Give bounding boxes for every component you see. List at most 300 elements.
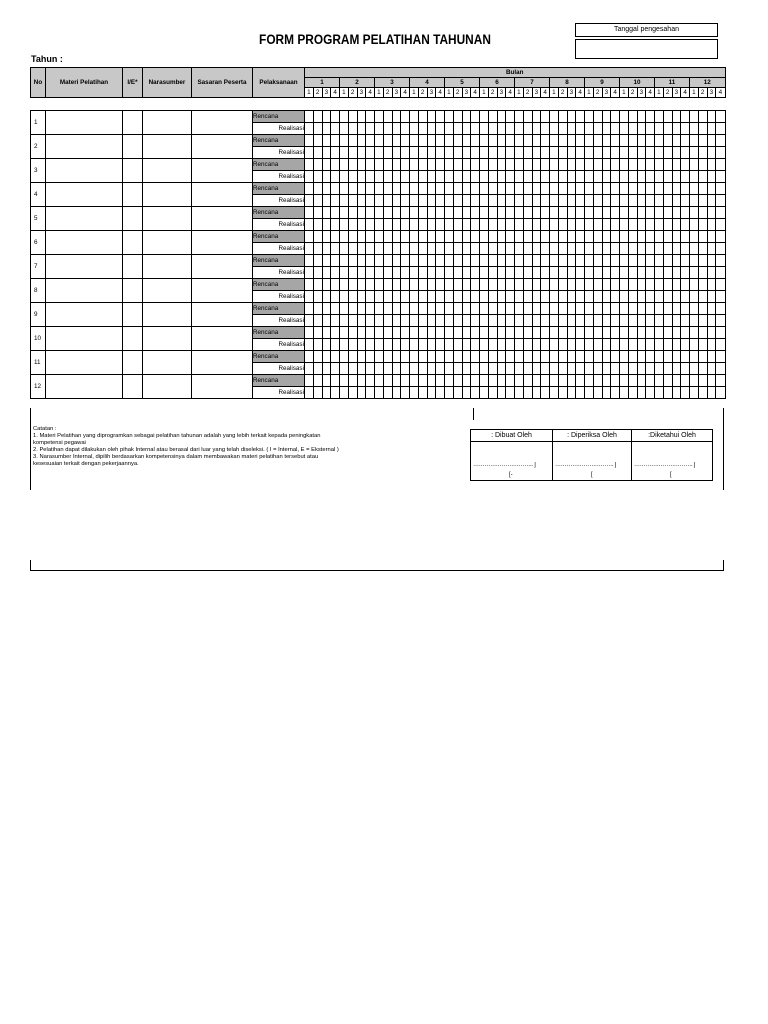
- plan-week-cell[interactable]: [357, 279, 366, 291]
- actual-week-cell[interactable]: [646, 147, 655, 159]
- plan-week-cell[interactable]: [585, 327, 594, 339]
- plan-week-cell[interactable]: [585, 231, 594, 243]
- actual-week-cell[interactable]: [602, 219, 611, 231]
- plan-week-cell[interactable]: [506, 327, 515, 339]
- plan-week-cell[interactable]: [663, 135, 672, 147]
- actual-week-cell[interactable]: [550, 315, 559, 327]
- plan-week-cell[interactable]: [445, 327, 454, 339]
- plan-week-cell[interactable]: [690, 375, 699, 387]
- actual-week-cell[interactable]: [576, 147, 585, 159]
- actual-week-cell[interactable]: [663, 339, 672, 351]
- actual-week-cell[interactable]: [558, 267, 567, 279]
- actual-week-cell[interactable]: [663, 171, 672, 183]
- plan-week-cell[interactable]: [401, 159, 410, 171]
- plan-week-cell[interactable]: [716, 375, 725, 387]
- plan-week-cell[interactable]: [541, 183, 550, 195]
- plan-week-cell[interactable]: [523, 327, 532, 339]
- actual-week-cell[interactable]: [488, 243, 497, 255]
- actual-week-cell[interactable]: [585, 267, 594, 279]
- plan-week-cell[interactable]: [366, 159, 375, 171]
- actual-week-cell[interactable]: [410, 315, 419, 327]
- actual-week-cell[interactable]: [445, 339, 454, 351]
- plan-week-cell[interactable]: [313, 159, 322, 171]
- plan-week-cell[interactable]: [506, 255, 515, 267]
- plan-week-cell[interactable]: [515, 159, 524, 171]
- actual-week-cell[interactable]: [445, 243, 454, 255]
- actual-week-cell[interactable]: [401, 339, 410, 351]
- plan-week-cell[interactable]: [348, 207, 357, 219]
- actual-week-cell[interactable]: [322, 363, 331, 375]
- actual-week-cell[interactable]: [348, 339, 357, 351]
- actual-week-cell[interactable]: [672, 315, 681, 327]
- plan-week-cell[interactable]: [418, 207, 427, 219]
- actual-week-cell[interactable]: [541, 243, 550, 255]
- plan-week-cell[interactable]: [672, 207, 681, 219]
- plan-week-cell[interactable]: [480, 351, 489, 363]
- actual-week-cell[interactable]: [681, 315, 690, 327]
- actual-week-cell[interactable]: [497, 363, 506, 375]
- plan-week-cell[interactable]: [392, 183, 401, 195]
- plan-week-cell[interactable]: [488, 159, 497, 171]
- plan-week-cell[interactable]: [690, 159, 699, 171]
- actual-week-cell[interactable]: [602, 315, 611, 327]
- plan-week-cell[interactable]: [383, 135, 392, 147]
- plan-week-cell[interactable]: [698, 183, 707, 195]
- actual-week-cell[interactable]: [672, 243, 681, 255]
- plan-week-cell[interactable]: [681, 111, 690, 123]
- actual-week-cell[interactable]: [672, 291, 681, 303]
- made-by-signature[interactable]: [471, 442, 553, 481]
- plan-week-cell[interactable]: [672, 183, 681, 195]
- actual-week-cell[interactable]: [602, 123, 611, 135]
- actual-week-cell[interactable]: [340, 315, 349, 327]
- plan-week-cell[interactable]: [602, 375, 611, 387]
- actual-week-cell[interactable]: [550, 123, 559, 135]
- actual-week-cell[interactable]: [558, 171, 567, 183]
- plan-week-cell[interactable]: [707, 111, 716, 123]
- actual-week-cell[interactable]: [427, 387, 436, 399]
- plan-week-cell[interactable]: [515, 375, 524, 387]
- plan-week-cell[interactable]: [593, 111, 602, 123]
- plan-week-cell[interactable]: [655, 183, 664, 195]
- plan-week-cell[interactable]: [322, 135, 331, 147]
- actual-week-cell[interactable]: [322, 291, 331, 303]
- plan-week-cell[interactable]: [515, 207, 524, 219]
- actual-week-cell[interactable]: [681, 363, 690, 375]
- actual-week-cell[interactable]: [541, 123, 550, 135]
- actual-week-cell[interactable]: [576, 243, 585, 255]
- plan-week-cell[interactable]: [576, 111, 585, 123]
- actual-week-cell[interactable]: [436, 363, 445, 375]
- plan-week-cell[interactable]: [506, 207, 515, 219]
- plan-week-cell[interactable]: [497, 183, 506, 195]
- actual-week-cell[interactable]: [602, 387, 611, 399]
- actual-week-cell[interactable]: [453, 171, 462, 183]
- plan-week-cell[interactable]: [663, 303, 672, 315]
- plan-week-cell[interactable]: [698, 351, 707, 363]
- actual-week-cell[interactable]: [348, 363, 357, 375]
- plan-week-cell[interactable]: [698, 231, 707, 243]
- plan-week-cell[interactable]: [348, 183, 357, 195]
- actual-week-cell[interactable]: [628, 363, 637, 375]
- plan-week-cell[interactable]: [375, 231, 384, 243]
- plan-week-cell[interactable]: [567, 207, 576, 219]
- actual-week-cell[interactable]: [611, 171, 620, 183]
- actual-week-cell[interactable]: [602, 363, 611, 375]
- actual-week-cell[interactable]: [628, 147, 637, 159]
- plan-week-cell[interactable]: [672, 303, 681, 315]
- plan-week-cell[interactable]: [593, 231, 602, 243]
- actual-week-cell[interactable]: [558, 291, 567, 303]
- actual-week-cell[interactable]: [305, 195, 314, 207]
- plan-week-cell[interactable]: [646, 255, 655, 267]
- actual-week-cell[interactable]: [357, 267, 366, 279]
- plan-week-cell[interactable]: [331, 111, 340, 123]
- plan-week-cell[interactable]: [331, 327, 340, 339]
- actual-week-cell[interactable]: [366, 219, 375, 231]
- plan-week-cell[interactable]: [558, 159, 567, 171]
- plan-week-cell[interactable]: [690, 279, 699, 291]
- plan-week-cell[interactable]: [690, 327, 699, 339]
- plan-week-cell[interactable]: [611, 207, 620, 219]
- actual-week-cell[interactable]: [576, 315, 585, 327]
- plan-week-cell[interactable]: [611, 303, 620, 315]
- actual-week-cell[interactable]: [655, 339, 664, 351]
- narasumber-cell[interactable]: [143, 231, 192, 255]
- actual-week-cell[interactable]: [576, 387, 585, 399]
- actual-week-cell[interactable]: [646, 291, 655, 303]
- actual-week-cell[interactable]: [593, 219, 602, 231]
- actual-week-cell[interactable]: [576, 291, 585, 303]
- actual-week-cell[interactable]: [707, 387, 716, 399]
- plan-week-cell[interactable]: [620, 183, 629, 195]
- actual-week-cell[interactable]: [655, 123, 664, 135]
- plan-week-cell[interactable]: [707, 135, 716, 147]
- plan-week-cell[interactable]: [348, 351, 357, 363]
- plan-week-cell[interactable]: [602, 327, 611, 339]
- plan-week-cell[interactable]: [436, 327, 445, 339]
- plan-week-cell[interactable]: [515, 279, 524, 291]
- actual-week-cell[interactable]: [593, 195, 602, 207]
- actual-week-cell[interactable]: [655, 195, 664, 207]
- plan-week-cell[interactable]: [628, 255, 637, 267]
- plan-week-cell[interactable]: [655, 279, 664, 291]
- actual-week-cell[interactable]: [331, 387, 340, 399]
- approval-date-field[interactable]: [575, 39, 718, 59]
- actual-week-cell[interactable]: [655, 219, 664, 231]
- plan-week-cell[interactable]: [558, 279, 567, 291]
- actual-week-cell[interactable]: [375, 243, 384, 255]
- actual-week-cell[interactable]: [716, 219, 725, 231]
- actual-week-cell[interactable]: [637, 387, 646, 399]
- plan-week-cell[interactable]: [532, 183, 541, 195]
- actual-week-cell[interactable]: [532, 267, 541, 279]
- plan-week-cell[interactable]: [453, 375, 462, 387]
- actual-week-cell[interactable]: [690, 315, 699, 327]
- actual-week-cell[interactable]: [611, 195, 620, 207]
- actual-week-cell[interactable]: [593, 291, 602, 303]
- plan-week-cell[interactable]: [427, 303, 436, 315]
- actual-week-cell[interactable]: [593, 339, 602, 351]
- actual-week-cell[interactable]: [427, 315, 436, 327]
- actual-week-cell[interactable]: [690, 171, 699, 183]
- ie-cell[interactable]: [123, 255, 143, 279]
- actual-week-cell[interactable]: [646, 123, 655, 135]
- plan-week-cell[interactable]: [532, 159, 541, 171]
- actual-week-cell[interactable]: [707, 267, 716, 279]
- actual-week-cell[interactable]: [716, 243, 725, 255]
- checked-by-signature[interactable]: [553, 442, 632, 481]
- actual-week-cell[interactable]: [375, 267, 384, 279]
- actual-week-cell[interactable]: [567, 243, 576, 255]
- plan-week-cell[interactable]: [620, 159, 629, 171]
- plan-week-cell[interactable]: [655, 111, 664, 123]
- actual-week-cell[interactable]: [313, 339, 322, 351]
- plan-week-cell[interactable]: [401, 231, 410, 243]
- plan-week-cell[interactable]: [322, 351, 331, 363]
- actual-week-cell[interactable]: [698, 339, 707, 351]
- actual-week-cell[interactable]: [322, 171, 331, 183]
- actual-week-cell[interactable]: [375, 291, 384, 303]
- plan-week-cell[interactable]: [541, 327, 550, 339]
- plan-week-cell[interactable]: [453, 159, 462, 171]
- plan-week-cell[interactable]: [523, 111, 532, 123]
- actual-week-cell[interactable]: [427, 147, 436, 159]
- actual-week-cell[interactable]: [515, 291, 524, 303]
- plan-week-cell[interactable]: [436, 303, 445, 315]
- actual-week-cell[interactable]: [348, 171, 357, 183]
- plan-week-cell[interactable]: [322, 159, 331, 171]
- plan-week-cell[interactable]: [436, 231, 445, 243]
- actual-week-cell[interactable]: [348, 315, 357, 327]
- plan-week-cell[interactable]: [532, 135, 541, 147]
- actual-week-cell[interactable]: [427, 291, 436, 303]
- plan-week-cell[interactable]: [593, 375, 602, 387]
- actual-week-cell[interactable]: [418, 171, 427, 183]
- actual-week-cell[interactable]: [366, 363, 375, 375]
- actual-week-cell[interactable]: [698, 147, 707, 159]
- plan-week-cell[interactable]: [322, 279, 331, 291]
- plan-week-cell[interactable]: [471, 183, 480, 195]
- actual-week-cell[interactable]: [383, 363, 392, 375]
- plan-week-cell[interactable]: [305, 231, 314, 243]
- actual-week-cell[interactable]: [602, 339, 611, 351]
- actual-week-cell[interactable]: [523, 387, 532, 399]
- plan-week-cell[interactable]: [480, 207, 489, 219]
- actual-week-cell[interactable]: [348, 219, 357, 231]
- plan-week-cell[interactable]: [340, 375, 349, 387]
- actual-week-cell[interactable]: [707, 195, 716, 207]
- actual-week-cell[interactable]: [672, 267, 681, 279]
- actual-week-cell[interactable]: [655, 267, 664, 279]
- plan-week-cell[interactable]: [637, 207, 646, 219]
- plan-week-cell[interactable]: [340, 111, 349, 123]
- plan-week-cell[interactable]: [681, 207, 690, 219]
- plan-week-cell[interactable]: [523, 183, 532, 195]
- actual-week-cell[interactable]: [523, 195, 532, 207]
- plan-week-cell[interactable]: [690, 351, 699, 363]
- plan-week-cell[interactable]: [585, 303, 594, 315]
- actual-week-cell[interactable]: [436, 387, 445, 399]
- plan-week-cell[interactable]: [690, 303, 699, 315]
- plan-week-cell[interactable]: [375, 375, 384, 387]
- plan-week-cell[interactable]: [453, 303, 462, 315]
- actual-week-cell[interactable]: [567, 267, 576, 279]
- plan-week-cell[interactable]: [611, 255, 620, 267]
- plan-week-cell[interactable]: [322, 255, 331, 267]
- actual-week-cell[interactable]: [532, 147, 541, 159]
- actual-week-cell[interactable]: [340, 171, 349, 183]
- plan-week-cell[interactable]: [663, 111, 672, 123]
- actual-week-cell[interactable]: [602, 291, 611, 303]
- actual-week-cell[interactable]: [488, 339, 497, 351]
- actual-week-cell[interactable]: [576, 171, 585, 183]
- sasaran-cell[interactable]: [192, 279, 253, 303]
- actual-week-cell[interactable]: [707, 219, 716, 231]
- plan-week-cell[interactable]: [322, 183, 331, 195]
- actual-week-cell[interactable]: [436, 123, 445, 135]
- actual-week-cell[interactable]: [357, 219, 366, 231]
- plan-week-cell[interactable]: [532, 327, 541, 339]
- actual-week-cell[interactable]: [506, 243, 515, 255]
- plan-week-cell[interactable]: [515, 255, 524, 267]
- plan-week-cell[interactable]: [427, 351, 436, 363]
- actual-week-cell[interactable]: [375, 219, 384, 231]
- plan-week-cell[interactable]: [655, 351, 664, 363]
- plan-week-cell[interactable]: [576, 207, 585, 219]
- actual-week-cell[interactable]: [637, 267, 646, 279]
- plan-week-cell[interactable]: [348, 135, 357, 147]
- actual-week-cell[interactable]: [646, 243, 655, 255]
- actual-week-cell[interactable]: [366, 267, 375, 279]
- plan-week-cell[interactable]: [488, 279, 497, 291]
- actual-week-cell[interactable]: [366, 243, 375, 255]
- actual-week-cell[interactable]: [620, 219, 629, 231]
- actual-week-cell[interactable]: [698, 123, 707, 135]
- actual-week-cell[interactable]: [690, 291, 699, 303]
- plan-week-cell[interactable]: [637, 231, 646, 243]
- plan-week-cell[interactable]: [471, 135, 480, 147]
- actual-week-cell[interactable]: [445, 387, 454, 399]
- materi-cell[interactable]: [46, 375, 123, 399]
- actual-week-cell[interactable]: [305, 171, 314, 183]
- actual-week-cell[interactable]: [690, 387, 699, 399]
- plan-week-cell[interactable]: [357, 183, 366, 195]
- actual-week-cell[interactable]: [392, 291, 401, 303]
- actual-week-cell[interactable]: [646, 339, 655, 351]
- actual-week-cell[interactable]: [690, 243, 699, 255]
- actual-week-cell[interactable]: [313, 219, 322, 231]
- plan-week-cell[interactable]: [436, 279, 445, 291]
- actual-week-cell[interactable]: [471, 339, 480, 351]
- plan-week-cell[interactable]: [322, 375, 331, 387]
- ie-cell[interactable]: [123, 375, 143, 399]
- plan-week-cell[interactable]: [453, 231, 462, 243]
- plan-week-cell[interactable]: [471, 159, 480, 171]
- plan-week-cell[interactable]: [506, 135, 515, 147]
- plan-week-cell[interactable]: [672, 111, 681, 123]
- actual-week-cell[interactable]: [383, 195, 392, 207]
- plan-week-cell[interactable]: [611, 111, 620, 123]
- plan-week-cell[interactable]: [366, 135, 375, 147]
- actual-week-cell[interactable]: [602, 243, 611, 255]
- plan-week-cell[interactable]: [506, 159, 515, 171]
- actual-week-cell[interactable]: [445, 219, 454, 231]
- ie-cell[interactable]: [123, 231, 143, 255]
- actual-week-cell[interactable]: [357, 363, 366, 375]
- plan-week-cell[interactable]: [646, 375, 655, 387]
- actual-week-cell[interactable]: [488, 171, 497, 183]
- actual-week-cell[interactable]: [331, 219, 340, 231]
- plan-week-cell[interactable]: [497, 351, 506, 363]
- actual-week-cell[interactable]: [655, 291, 664, 303]
- actual-week-cell[interactable]: [401, 267, 410, 279]
- actual-week-cell[interactable]: [567, 219, 576, 231]
- actual-week-cell[interactable]: [550, 147, 559, 159]
- plan-week-cell[interactable]: [523, 231, 532, 243]
- plan-week-cell[interactable]: [550, 207, 559, 219]
- plan-week-cell[interactable]: [593, 183, 602, 195]
- plan-week-cell[interactable]: [663, 279, 672, 291]
- plan-week-cell[interactable]: [716, 351, 725, 363]
- actual-week-cell[interactable]: [471, 363, 480, 375]
- plan-week-cell[interactable]: [620, 135, 629, 147]
- actual-week-cell[interactable]: [602, 195, 611, 207]
- plan-week-cell[interactable]: [620, 327, 629, 339]
- plan-week-cell[interactable]: [401, 375, 410, 387]
- plan-week-cell[interactable]: [348, 255, 357, 267]
- plan-week-cell[interactable]: [637, 135, 646, 147]
- actual-week-cell[interactable]: [471, 171, 480, 183]
- plan-week-cell[interactable]: [418, 303, 427, 315]
- plan-week-cell[interactable]: [663, 327, 672, 339]
- plan-week-cell[interactable]: [602, 255, 611, 267]
- plan-week-cell[interactable]: [410, 279, 419, 291]
- actual-week-cell[interactable]: [462, 243, 471, 255]
- actual-week-cell[interactable]: [366, 147, 375, 159]
- plan-week-cell[interactable]: [497, 279, 506, 291]
- plan-week-cell[interactable]: [480, 159, 489, 171]
- plan-week-cell[interactable]: [716, 207, 725, 219]
- plan-week-cell[interactable]: [383, 375, 392, 387]
- actual-week-cell[interactable]: [462, 363, 471, 375]
- actual-week-cell[interactable]: [305, 315, 314, 327]
- plan-week-cell[interactable]: [410, 327, 419, 339]
- actual-week-cell[interactable]: [383, 147, 392, 159]
- acknowledged-by-signature[interactable]: [632, 442, 713, 481]
- plan-week-cell[interactable]: [558, 303, 567, 315]
- actual-week-cell[interactable]: [366, 291, 375, 303]
- plan-week-cell[interactable]: [628, 375, 637, 387]
- plan-week-cell[interactable]: [305, 111, 314, 123]
- actual-week-cell[interactable]: [340, 219, 349, 231]
- plan-week-cell[interactable]: [366, 255, 375, 267]
- actual-week-cell[interactable]: [436, 339, 445, 351]
- plan-week-cell[interactable]: [453, 279, 462, 291]
- narasumber-cell[interactable]: [143, 279, 192, 303]
- actual-week-cell[interactable]: [611, 147, 620, 159]
- plan-week-cell[interactable]: [366, 231, 375, 243]
- actual-week-cell[interactable]: [313, 267, 322, 279]
- plan-week-cell[interactable]: [550, 111, 559, 123]
- plan-week-cell[interactable]: [585, 183, 594, 195]
- actual-week-cell[interactable]: [427, 123, 436, 135]
- actual-week-cell[interactable]: [497, 267, 506, 279]
- plan-week-cell[interactable]: [436, 135, 445, 147]
- plan-week-cell[interactable]: [375, 183, 384, 195]
- plan-week-cell[interactable]: [515, 327, 524, 339]
- actual-week-cell[interactable]: [663, 123, 672, 135]
